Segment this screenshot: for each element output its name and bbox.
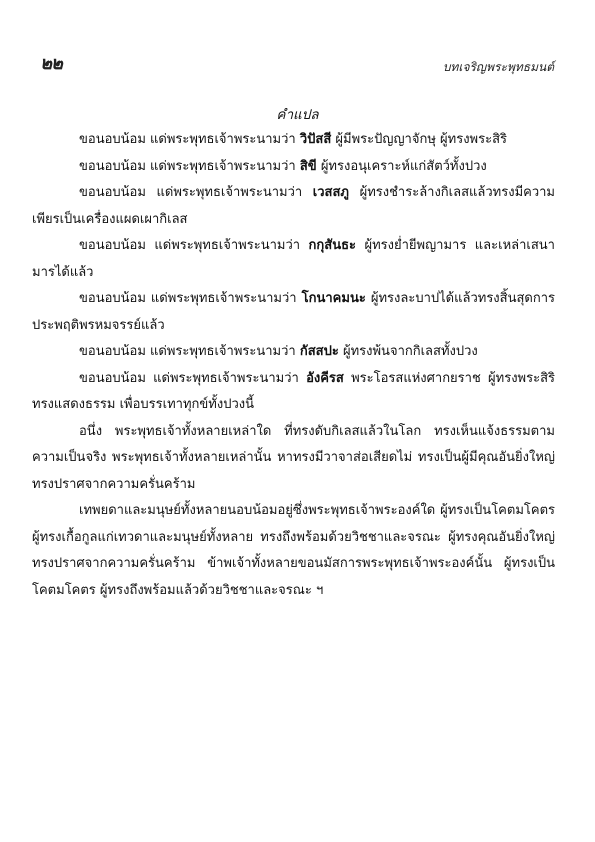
- paragraph-text: เทพยดาและมนุษย์ทั้งหลายนอบน้อมอยู่ซึ่งพระพุทธเจ้าพระองค์ใด ผู้ทรงเป็นโคตมโคตร ผู้ทรงเกื้อกูลแก่เทวดาและมนุษย์ทั้งหลาย ทรงถึงพร้อมด้วยวิชชาและจรณะ ผู้ทรงคุณอันยิ่งใหญ่ทรงปราศจากความครั่นคร้าม ข้าพเจ้าทั้งหลายขอนมัสการพระพุทธเจ้าพระองค์นั้น ผู้ทรงเป็นโคตมโคตร ผู้ทรงถึงพร้อมแล้วด้วยวิชชาและจรณะ ฯ: [32, 503, 555, 598]
- paragraph: [32, 419, 555, 499]
- translation-body: [32, 127, 555, 604]
- paragraph: [32, 498, 555, 604]
- buddha-name: สิขี: [299, 158, 317, 174]
- buddha-name: อังคีรส: [306, 370, 344, 386]
- paragraph-text: ผู้มีพระปัญญาจักษุ ผู้ทรงพระสิริ: [331, 132, 507, 147]
- paragraph-text: ผู้ทรงชำระล้างกิเลสแล้วทรงมีความเพียรเป็นเครื่องแผดเผากิเลส: [32, 185, 555, 227]
- paragraph: [32, 127, 555, 154]
- paragraph: [32, 339, 555, 366]
- buddha-name: โกนาคมนะ: [301, 291, 366, 306]
- buddha-name: วิปัสสี: [299, 132, 332, 147]
- buddha-name: กัสสปะ: [299, 344, 339, 359]
- paragraph-text: ขอนอบน้อม แด่พระพุทธเจ้าพระนามว่า: [79, 132, 300, 147]
- paragraph-text: ผู้ทรงอนุเคราะห์แก่สัตว์ทั้งปวง: [316, 158, 487, 174]
- paragraph-text: ขอนอบน้อม แด่พระพุทธเจ้าพระนามว่า: [79, 291, 302, 306]
- paragraph-text: ขอนอบน้อม แด่พระพุทธเจ้าพระนามว่า: [79, 185, 313, 200]
- paragraph-text: ผู้ทรงพ้นจากกิเลสทั้งปวง: [338, 344, 478, 359]
- paragraph: [32, 233, 555, 286]
- paragraph-text: พระโอรสแห่งศากยราช ผู้ทรงพระสิริ ทรงแสดงธรรม เพื่อบรรเทาทุกข์ทั้งปวงนี้: [32, 370, 555, 412]
- paragraph-text: ขอนอบน้อม แด่พระพุทธเจ้าพระนามว่า: [79, 238, 309, 253]
- paragraph: [32, 180, 555, 233]
- running-head: บทเจริญพระพุทธมนต์: [442, 60, 554, 74]
- buddha-name: เวสสภู: [312, 185, 349, 200]
- page-number: ๒๒: [40, 53, 62, 74]
- paragraph-text: ขอนอบน้อม แด่พระพุทธเจ้าพระนามว่า: [79, 344, 300, 359]
- paragraph: [32, 154, 555, 181]
- section-title: คำแปล: [276, 107, 319, 123]
- paragraph: [32, 286, 555, 339]
- paragraph-text: ขอนอบน้อม แด่พระพุทธเจ้าพระนามว่า: [79, 370, 307, 386]
- paragraph-text: อนึ่ง พระพุทธเจ้าทั้งหลายเหล่าใด ที่ทรงดับกิเลสแล้วในโลก ทรงเห็นแจ้งธรรมตามความเป็นจริง พระพุทธเจ้าทั้งหลายเหล่านั้น หาทรงมีวาจาส่อเสียดไม่ ทรงเป็นผู้มีคุณอันยิ่งใหญ่ ทรงปราศจากความครั่นคร้าม: [32, 423, 555, 492]
- paragraph-text: ผู้ทรงละบาปได้แล้วทรงสิ้นสุดการประพฤติพรหมจรรย์แล้ว: [32, 291, 555, 333]
- paragraph-text: ผู้ทรงย่ำยีพญามาร และเหล่าเสนามารได้แล้ว: [32, 238, 555, 280]
- paragraph: [32, 366, 555, 419]
- buddha-name: กกุสันธะ: [308, 238, 357, 253]
- paragraph-text: ขอนอบน้อม แด่พระพุทธเจ้าพระนามว่า: [79, 158, 300, 174]
